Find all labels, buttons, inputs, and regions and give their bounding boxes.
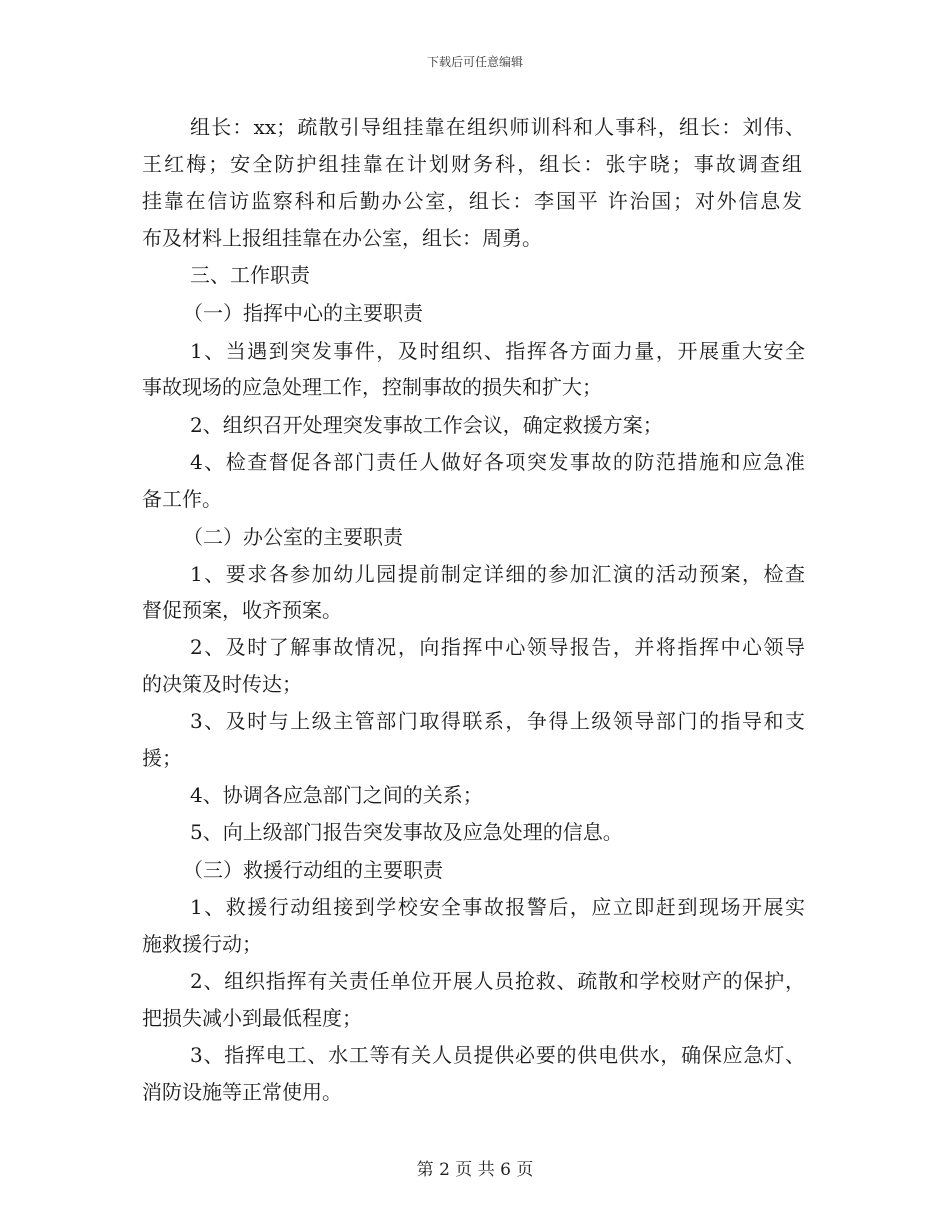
page-number-footer: 第 2 页 共 6 页	[416, 1160, 534, 1180]
body-line: 把损失减小到最低程度；	[142, 1006, 362, 1030]
body-line: 布及材料上报组挂靠在办公室，组长：周勇。	[142, 226, 542, 250]
body-line: 施救援行动；	[142, 932, 262, 956]
body-line: 消防设施等正常使用。	[142, 1080, 342, 1104]
body-line: 2、组织指挥有关责任单位开展人员抢救、疏散和学校财产的保护，	[190, 969, 805, 993]
body-line: 督促预案，收齐预案。	[142, 598, 342, 622]
body-line: 挂靠在信访监察科和后勤办公室，组长：李国平 许治国；对外信息发	[142, 189, 802, 213]
subsection-heading: （一）指挥中心的主要职责	[183, 301, 423, 325]
body-line: 2、及时了解事故情况，向指挥中心领导报告，并将指挥中心领导	[190, 635, 805, 659]
body-line: 王红梅；安全防护组挂靠在计划财务科，组长：张宇晓；事故调查组	[142, 152, 802, 176]
body-line: 3、及时与上级主管部门取得联系，争得上级领导部门的指导和支	[190, 709, 805, 733]
body-line: 的决策及时传达；	[142, 672, 302, 696]
body-line: 4、协调各应急部门之间的关系；	[190, 783, 483, 807]
body-line: 5、向上级部门报告突发事故及应急处理的信息。	[190, 820, 623, 844]
body-line: 备工作。	[142, 487, 222, 511]
body-line: 4、检查督促各部门责任人做好各项突发事故的防范措施和应急准	[190, 450, 805, 474]
body-line: 1、当遇到突发事件，及时组织、指挥各方面力量，开展重大安全	[190, 339, 805, 363]
subsection-heading: （三）救援行动组的主要职责	[183, 858, 443, 882]
body-line: 2、组织召开处理突发事故工作会议，确定救援方案；	[190, 413, 663, 437]
body-line: 1、要求各参加幼儿园提前制定详细的参加汇演的活动预案，检查	[190, 562, 805, 586]
page-header-note: 下载后可任意编辑	[426, 55, 523, 69]
body-line: 事故现场的应急处理工作，控制事故的损失和扩大；	[142, 375, 602, 399]
body-line: 1、救援行动组接到学校安全事故报警后，应立即赶到现场开展实	[190, 895, 805, 919]
section-heading: 三、工作职责	[190, 263, 310, 287]
body-line: 援；	[142, 746, 182, 770]
subsection-heading: （二）办公室的主要职责	[183, 525, 403, 549]
body-line: 组长：xx；疏散引导组挂靠在组织师训科和人事科，组长：刘伟、	[190, 115, 805, 139]
body-line: 3、指挥电工、水工等有关人员提供必要的供电供水，确保应急灯、	[190, 1043, 805, 1067]
